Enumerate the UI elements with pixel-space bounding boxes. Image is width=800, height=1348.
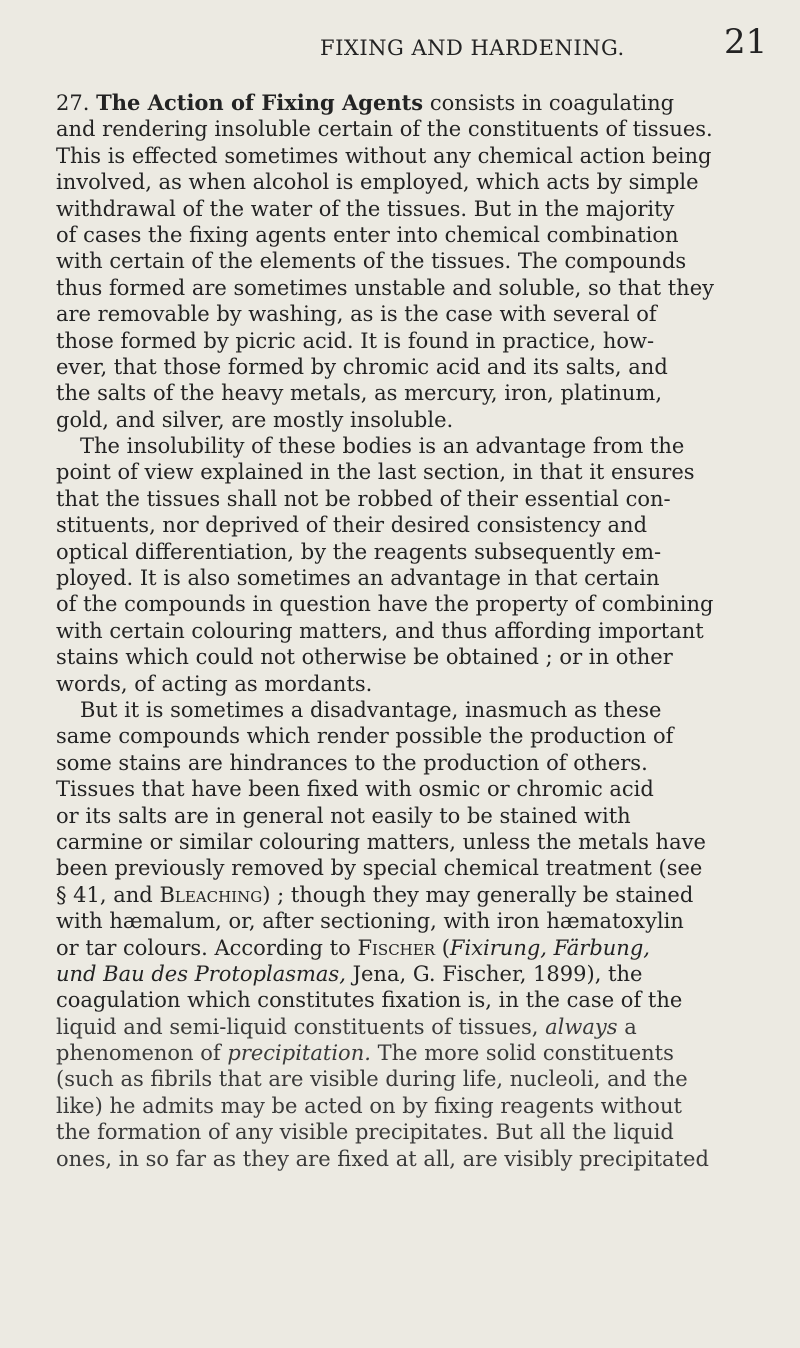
text-line-always — [56, 1014, 786, 1040]
line-segment: ( — [441, 935, 450, 960]
text-line: This is effected sometimes without any chemical action being — [56, 143, 712, 168]
paragraph-start-line: But it is sometimes a disadvantage, inasmuch as these — [80, 697, 662, 722]
text-line: stains which could not otherwise be obtained ; or in other — [56, 645, 673, 670]
bleaching-ref: Bleaching — [159, 882, 263, 907]
text-line: withdrawal of the water of the tissues. But in the majority — [56, 196, 675, 221]
text-line: thus formed are sometimes unstable and soluble, so that they — [56, 275, 714, 300]
text-line: are removable by washing, as is the case with several of — [56, 302, 657, 327]
text-line: the formation of any visible precipitates. But all the liquid — [56, 1120, 674, 1145]
text-line: same compounds which render possible the production of — [56, 724, 674, 749]
text-line: stituents, nor deprived of their desired consistency and — [56, 513, 648, 538]
text-line-citation — [56, 961, 786, 987]
page-header — [0, 8, 800, 68]
line-segment: or tar colours. According to — [56, 935, 351, 960]
line-segment: a — [624, 1014, 637, 1039]
author-name: Fischer — [357, 935, 436, 960]
section-heading: The Action of Fixing Agents — [96, 90, 424, 115]
text-line: Tissues that have been fixed with osmic or chromic acid — [56, 777, 654, 802]
text-line: with hæmalum, or, after sectioning, with iron hæmatoxylin — [56, 909, 684, 934]
text-line: some stains are hindrances to the production of others. — [56, 750, 648, 775]
page-number: 21 — [724, 22, 768, 62]
line-segment: § 41, and — [56, 882, 153, 907]
text-line: like) he admits may be acted on by fixing reagents without — [56, 1093, 682, 1118]
text-line-1 — [56, 90, 786, 116]
section-heading-rest: consists in coagulating — [429, 91, 675, 115]
text-line-precipitation — [56, 1040, 786, 1066]
line-segment: phenomenon of — [56, 1041, 221, 1066]
emphasis: always — [545, 1014, 618, 1039]
text-line: of the compounds in question have the property of combining — [56, 592, 714, 617]
text-line: that the tissues shall not be robbed of their essential con- — [56, 486, 671, 511]
text-line: ones, in so far as they are fixed at all, are visibly precipitated — [56, 1146, 709, 1171]
text-line: involved, as when alcohol is employed, which acts by simple — [56, 170, 699, 195]
section-number: 27. — [56, 91, 90, 115]
text-line: those formed by picric acid. It is found in practice, how- — [56, 328, 655, 353]
text-line: gold, and silver, are mostly insoluble. — [56, 407, 454, 432]
citation-title-cont: und Bau des Protoplasmas, — [56, 961, 346, 986]
line-segment: ) ; though they may generally be stained — [262, 882, 694, 907]
citation-title: Fixirung, Färbung, — [449, 935, 650, 960]
emphasis: precipitation. — [227, 1041, 371, 1066]
text-line: words, of acting as mordants. — [56, 671, 373, 696]
line-segment: liquid and semi-liquid constituents of tissues, — [56, 1014, 539, 1039]
text-line: coagulation which constitutes fixation is, in the case of the — [56, 988, 683, 1013]
text-line: with certain of the elements of the tissues. The compounds — [56, 249, 687, 274]
text-line-fischer — [56, 935, 786, 961]
text-line: been previously removed by special chemical treatment (see — [56, 856, 703, 881]
line-segment: The more solid constituents — [377, 1041, 674, 1066]
text-line: and rendering insoluble certain of the constituents of tissues. — [56, 117, 713, 142]
paragraph-start-line: The insolubility of these bodies is an advantage from the — [80, 434, 685, 459]
running-head: FIXING AND HARDENING. — [320, 36, 625, 60]
text-line: the salts of the heavy metals, as mercury, iron, platinum, — [56, 381, 662, 406]
body-text — [56, 90, 786, 1172]
text-line: carmine or similar colouring matters, unless the metals have — [56, 829, 706, 854]
text-line-bleaching — [56, 882, 786, 908]
text-line: of cases the fixing agents enter into chemical combination — [56, 222, 679, 247]
text-line: (such as fibrils that are visible during life, nucleoli, and the — [56, 1067, 688, 1092]
text-line: optical differentiation, by the reagents subsequently em- — [56, 539, 662, 564]
line-segment: Jena, G. Fischer, 1899), the — [352, 961, 643, 986]
text-line: point of view explained in the last section, in that it ensures — [56, 460, 695, 485]
text-line: ployed. It is also sometimes an advantage in that certain — [56, 566, 660, 591]
text-line: with certain colouring matters, and thus affording important — [56, 618, 704, 643]
text-line: ever, that those formed by chromic acid and its salts, and — [56, 354, 668, 379]
text-line: or its salts are in general not easily to be stained with — [56, 803, 631, 828]
